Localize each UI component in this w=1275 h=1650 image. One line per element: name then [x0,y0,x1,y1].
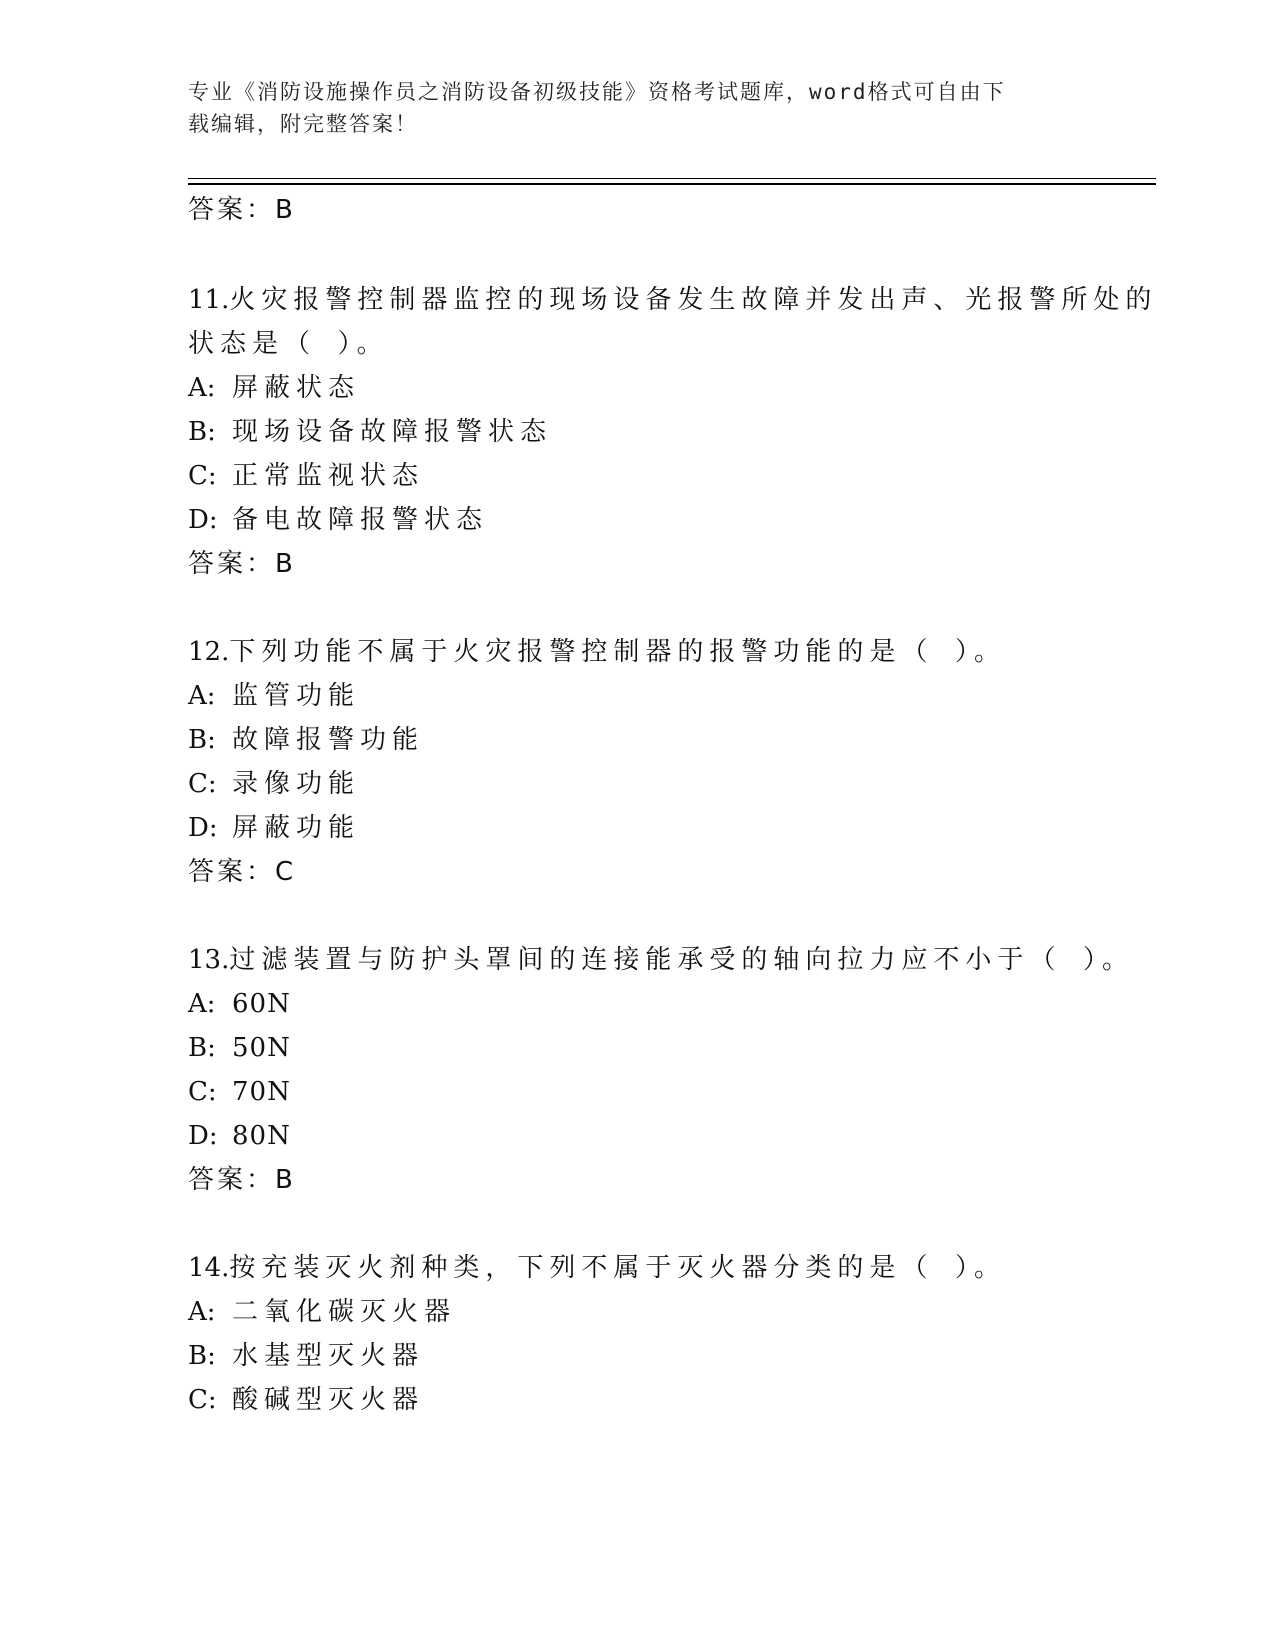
option-letter: D: [188,505,218,535]
option-text: 80N [232,1121,291,1151]
option-letter: B: [188,725,216,755]
question-text: 过滤装置与防护头罩间的连接能承受的轴向拉力应不小于（ ）。 [229,945,1135,975]
option-letter: D: [188,1121,218,1151]
option-text: 现场设备故障报警状态 [232,417,553,447]
option-letter: C: [188,1385,217,1415]
option-text: 50N [232,1033,291,1063]
header-line-1: 专业《消防设施操作员之消防设备初级技能》资格考试题库，word格式可自由下 [188,80,1006,104]
option-text: 70N [232,1077,291,1107]
question-12-option-a [188,680,360,712]
option-text: 录像功能 [232,769,361,799]
option-text: 监管功能 [232,681,361,711]
question-number: 14. [188,1253,230,1283]
question-text: 下列功能不属于火灾报警控制器的报警功能的是（ ）。 [229,637,1007,667]
option-letter: C: [188,1077,217,1107]
question-text: 按充装灭火剂种类，下列不属于灭火器分类的是（ ）。 [229,1253,1007,1283]
option-letter: A: [188,681,216,711]
header-rule-thin [188,178,1156,179]
question-text: 火灾报警控制器监控的现场设备发生故障并发出声、光报警所处的 [229,285,1158,315]
question-11-answer: 答案：B [188,549,296,579]
option-text: 二氧化碳灭火器 [232,1297,457,1327]
question-14-option-c [188,1384,424,1416]
question-number: 13. [188,945,230,975]
option-text: 故障报警功能 [232,725,425,755]
question-13-option-b [188,1032,291,1064]
option-letter: B: [188,1341,216,1371]
question-13-line-1 [188,944,1134,976]
header-rule-thick [188,183,1156,185]
question-13-option-d [188,1120,291,1152]
option-text: 酸碱型灭火器 [232,1385,425,1415]
question-12-option-d [188,812,360,844]
option-letter: A: [188,1297,216,1327]
document-header [188,76,1078,140]
question-number: 12. [188,637,230,667]
option-letter: C: [188,461,217,491]
option-letter: C: [188,769,217,799]
question-11-option-a [188,372,360,404]
question-14-option-a [188,1296,456,1328]
question-14-line-1 [188,1252,1006,1284]
question-11-line-2: 状态是（ ）。 [188,329,389,359]
option-letter: A: [188,989,216,1019]
question-13-option-c [188,1076,291,1108]
option-letter: A: [188,373,216,403]
question-11-line-1 [188,284,1157,316]
question-12-option-b [188,724,424,756]
question-13-option-a [188,988,291,1020]
question-12-line-1 [188,636,1006,668]
option-text: 水基型灭火器 [232,1341,425,1371]
option-text: 正常监视状态 [232,461,425,491]
question-number: 11. [188,285,230,315]
option-letter: D: [188,813,218,843]
question-13-answer: 答案：B [188,1165,296,1195]
question-11-option-b [188,416,552,448]
option-text: 备电故障报警状态 [232,505,489,535]
option-text: 屏蔽状态 [232,373,361,403]
previous-answer: 答案：B [188,195,296,225]
option-text: 屏蔽功能 [232,813,361,843]
question-14-option-b [188,1340,424,1372]
question-11-option-c [188,460,424,492]
option-letter: B: [188,1033,216,1063]
header-line-2: 载编辑，附完整答案！ [188,112,418,136]
option-letter: B: [188,417,216,447]
question-12-option-c [188,768,360,800]
question-11-option-d [188,504,488,536]
question-12-answer: 答案：C [188,857,297,887]
option-text: 60N [232,989,291,1019]
